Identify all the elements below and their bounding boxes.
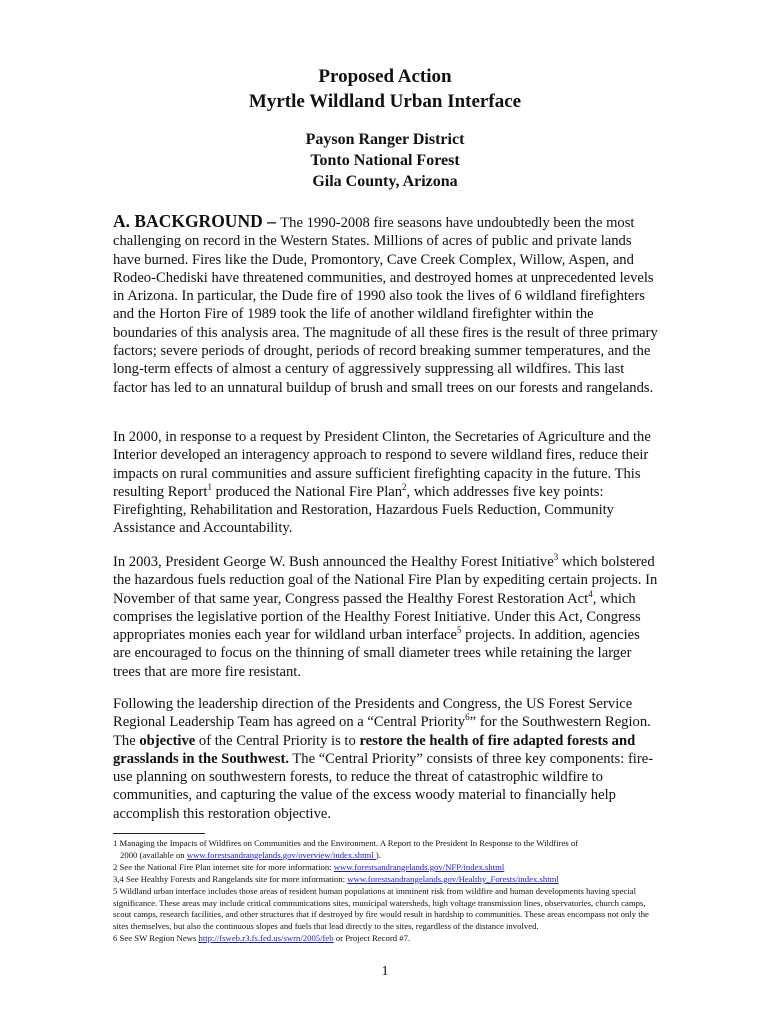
footnote-ref: 3 — [553, 552, 559, 563]
footnote-2 — [113, 862, 659, 874]
footnote-6 — [113, 933, 659, 945]
emphasis-objective: objective — [139, 732, 196, 749]
footnote-ref: 6 — [465, 712, 470, 723]
footnote-3-4 — [113, 874, 659, 886]
paragraph-text: ” for the Southwestern Region. The — [113, 714, 651, 749]
paragraph-text: projects. In addition, agencies are encouraged to focus on the thinning of small diameter trees while retaining the larger trees that are more fire resistant. — [113, 627, 640, 680]
county-state: Gila County, Arizona — [312, 173, 458, 190]
footnote-text: or Project Record #7. — [333, 933, 411, 944]
footnote-text: 6 See SW Region News — [113, 933, 199, 944]
footnote-ref: 5 — [457, 625, 462, 636]
footnote-1 — [113, 838, 659, 850]
background-paragraph-3 — [113, 553, 659, 681]
paragraph-text: , which addresses five key points: Firefighting, Rehabilitation and Restoration, Hazardous Fuels Reduction, Community Assistance and Accountability. — [113, 483, 614, 537]
background-paragraph-1 — [113, 212, 659, 397]
background-paragraph-4 — [113, 695, 659, 823]
footnote-link[interactable]: www.forestsandrangelands.gov/Healthy_Forests/index.shtml — [347, 873, 559, 884]
paragraph-text: , which comprises the legislative portion of the Healthy Forest Initiative. Under this Act, Congress appropriates monies each year for wildland urban interface — [113, 590, 641, 644]
footnote-link[interactable]: www.forestsandrangelands.gov/overview/index.shtml — [186, 849, 376, 860]
footnote-link[interactable]: http://fsweb.r3.fs.fed.us/swrn/2005/feb — [198, 933, 334, 944]
footnote-text: ). — [375, 849, 381, 860]
emphasis-goal: restore the health of fire adapted forests and grasslands in the Southwest. — [113, 732, 636, 767]
paragraph-text: Following the leadership direction of the Presidents and Congress, the US Forest Service Regional Leadership Team has agreed on a “Central Priority — [113, 696, 633, 731]
background-paragraph-2 — [113, 428, 659, 538]
footnote-1-cont — [113, 850, 659, 862]
footnote-5: 5 Wildland urban interface includes those areas of resident human populations at imminent risk from wildfire and human developments having special significance. These areas may include critical communications sites, municipal watersheds, high voltage transmission lines, observatories, church camps, scout camps, research facilities, and other structures that if destroyed by fire would result in hardship to communities. These areas encompass not only the sites themselves, but also the continuous slopes and fuels that lead directly to the sites, regardless of the distance involved. — [113, 885, 649, 932]
footnote-divider — [113, 833, 205, 834]
paragraph-text: produced the National Fire Plan — [211, 483, 403, 500]
footnote-text: 2 See the National Fire Plan internet site for more information: — [113, 861, 334, 872]
footnote-text: 1 Managing the Impacts of Wildfires on Communities and the Environment. A Report to the President In Response to the Wildfires of — [113, 838, 579, 848]
document-title: Proposed Action — [318, 66, 452, 87]
footnote-text: 3,4 See Healthy Forests and Rangelands site for more information: — [113, 873, 348, 884]
paragraph-text: which bolstered the hazardous fuels reduction goal of the National Fire Plan by expediting certain projects. In November of that same year, Congress passed the Healthy Forest Restoration Act — [113, 554, 658, 607]
footnotes — [113, 838, 659, 945]
paragraph-text: In 2003, President George W. Bush announced the Healthy Forest Initiative — [113, 554, 554, 570]
page-number: 1 — [381, 964, 389, 979]
footnote-link[interactable]: www.forestsandrangelands.gov/NFP/index.shtml — [333, 861, 505, 872]
paragraph-text: of the Central Priority is to — [195, 732, 360, 749]
footnote-text: 2000 (available on — [120, 849, 187, 860]
footnote-ref: 2 — [402, 482, 407, 493]
section-heading: A. BACKGROUND – — [113, 211, 281, 231]
national-forest: Tonto National Forest — [310, 152, 460, 169]
footnote-ref: 1 — [207, 482, 212, 493]
footnote-ref: 4 — [588, 588, 593, 599]
project-name: Myrtle Wildland Urban Interface — [248, 91, 522, 112]
ranger-district: Payson Ranger District — [305, 131, 465, 148]
paragraph-text: The 1990-2008 fire seasons have undoubtedly been the most challenging on record in the Western States. Millions of acres of public and private lands have burned. Fires like the Dude, Promontory, Cave Creek Complex, Willow, Aspen, and Rodeo-Chediski have threatened communities, and destroyed homes at unprecedented levels in Arizona. In particular, the Dude fire of 1990 also took the lives of 6 wildland firefighters and the Horton Fire of 1989 took the life of another wildland firefighter within the boundaries of this analysis area. The magnitude of all these fires is the result of three primary factors; severe periods of drought, periods of record breaking summer temperatures, and the long-term effects of almost a century of aggressively suppressing all wildfires. This last factor has led to an unnatural buildup of brush and small trees on our forests and rangelands. — [113, 215, 658, 396]
paragraph-text: In 2000, in response to a request by President Clinton, the Secretaries of Agriculture and the Interior developed an interagency approach to respond to severe wildland fires, reduce their impacts on rural communities and assure sufficient firefighting capacity in the future. This resulting Report — [113, 429, 651, 500]
paragraph-text: The “Central Priority” consists of three key components: fire-use planning on southwestern forests, to reduce the threat of catastrophic wildfire to communities, and capturing the value of the excess woody material to financially help accomplish this restoration objective. — [113, 750, 654, 822]
